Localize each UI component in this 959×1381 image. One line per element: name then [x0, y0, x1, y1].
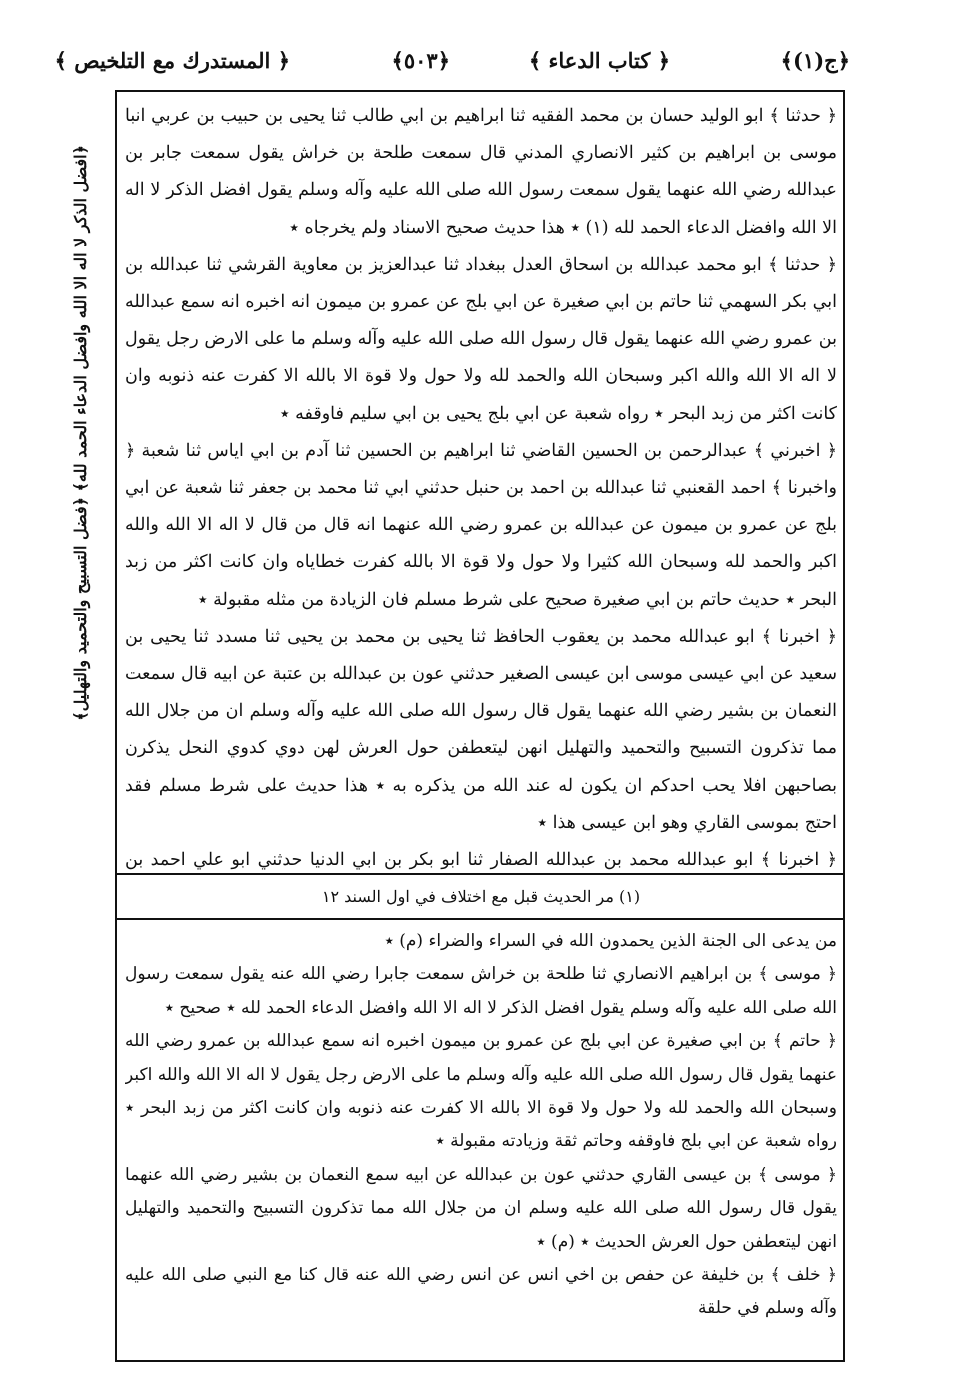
volume-number: ﴿ج(١)﴾	[780, 48, 850, 73]
work-title: ﴿ المستدرك مع التلخيص ﴾	[54, 48, 290, 73]
talkhis-text	[125, 925, 837, 1355]
hadith-paragraph: ﴿ حدثنا ﴾ ابو الوليد حسان بن محمد الفقيه ثنا ابراهيم بن ابي طالب ثنا يحيى بن حبيب بن عربي انبا موسى بن ابراهيم بن كثير الانصاري المدني قال سمعت طلحة بن خراش يقول سمعت جابر بن عبدالله رضي الله عنهما يقول سمعت رسول الله صلى الله عليه وآله وسلم يقول افضل الذكر لا اله الا الله وافضل الدعاء الحمد لله (١) ٭ هذا حديث صحيح الاسناد ولم يخرجاه ٭	[125, 106, 837, 238]
main-text	[125, 98, 837, 873]
talkhis-paragraph: من يدعى الى الجنة الذين يحمدون الله في السراء والضراء (م) ٭	[384, 931, 837, 951]
divider	[115, 873, 845, 875]
hadith-paragraph: ﴿ اخبرنا ﴾ ابو عبدالله محمد بن عبدالله الصفار ثنا ابو بكر بن ابي الدنيا حدثني ابو علي احمد بن	[125, 850, 837, 871]
hadith-paragraph: ﴿ حدثنا ﴾ ابو محمد عبدالله بن اسحاق العدل ببغداد ثنا عبدالعزيز بن معاوية القرشي ثنا عبدالله بن ابي بكر السهمي ثنا حاتم بن ابي صغيرة عن ابي بلج عن عمرو بن ميمون انه اخبره انه سمع عبدالله بن عمرو رضي الله عنهما يقول قال رسول الله صلى الله عليه وآله وسلم ما على الارض رجل يقول لا اله الا الله والله اكبر وسبحان الله والحمد لله ولا حول ولا قوة الا بالله الا كفرت عنه ذنوبه وان كانت اكثر من زبد البحر ٭ رواه شعبة عن ابي بلج يحيى بن ابي سليم فاوقفه ٭	[125, 254, 837, 424]
talkhis-paragraph: ﴿ خلف ﴾ بن خليفة عن حفص بن اخي انس عن انس رضي الله عنه قال كنا مع النبي صلى الله عليه وآله وسلم في حلقة	[125, 1265, 837, 1319]
talkhis-paragraph: ﴿ حاتم ﴾ بن ابي صغيرة عن ابي بلج عن عمرو بن ميمون اخبره انه سمع عبدالله بن عمرو رضي الله عنهما يقول قال رسول الله صلى الله عليه وآله وسلم ما على الارض رجل يقول لا اله الا الله والله اكبر وسبحان الله والحمد لله ولا حول ولا قوة الا بالله الا كفرت عنه ذنوبه وان كانت اكثر من زبد البحر ٭ رواه شعبة عن ابي بلج فاوقفه وحاتم ثقة وزيادته مقبولة ٭	[125, 1031, 837, 1152]
hadith-paragraph: ﴿ اخبرني ﴾ عبدالرحمن بن الحسين القاضي ثنا ابراهيم بن الحسين ثنا آدم بن ابي اياس ثنا شعبة ﴿ واخبرنا ﴾ احمد القعنبي ثنا عبدالله بن احمد بن حنبل حدثني ابي ثنا محمد بن جعفر ثنا شعبة عن ابي بلج عن عمرو بن ميمون عن عبدالله بن عمرو رضي الله عنهما انه قال من قال لا اله الا الله والله اكبر والحمد لله وسبحان الله كثيرا ولا حول ولا قوة الا بالله كفرت خطاياه وان كانت اكثر من زبد البحر ٭ حديث حاتم بن ابي صغيرة صحيح على شرط مسلم فان الزيادة من مثله مقبولة ٭	[125, 440, 837, 610]
book-name: ﴿ كتاب الدعاء ﴾	[528, 48, 670, 73]
divider	[115, 918, 845, 920]
talkhis-paragraph: ﴿ موسى ﴾ بن ابراهيم الانصاري ثنا طلحة بن خراش سمعت جابرا رضي الله عنه يقول سمعت رسول الله صلى الله عليه وآله وسلم يقول افضل الذكر لا اله الا الله وافضل الدعاء الحمد لله ٭ صحيح ٭	[125, 964, 837, 1018]
page-header	[54, 44, 850, 84]
talkhis-paragraph: ﴿ موسى ﴾ بن عيسى القاري حدثني عون بن عبدالله عن ابيه سمع النعمان بن بشير رضي الله عنهما يقول قال رسول الله صلى الله عليه وسلم ان من جلال الله مما تذكرون التسبيح والتحميد والتهليل انهن ليتعطفن حول العرش الحديث ٭ (م) ٭	[125, 1164, 837, 1252]
margin-note	[60, 145, 100, 721]
footnote: (١) مر الحديث قبل مع اختلاف في اول السند ١٢	[321, 887, 641, 906]
page-number: ﴿٥٠٣﴾	[391, 48, 450, 73]
hadith-paragraph: ﴿ اخبرنا ﴾ ابو عبدالله محمد بن يعقوب الحافظ ثنا يحيى بن محمد بن يحيى ثنا مسدد ثنا يحيى بن سعيد عن ابي عيسى موسى ابن عيسى الصغير حدثني عون بن عبدالله بن عتبة عن ابيه قال سمعت النعمان بن بشير رضي الله عنهما يقول قال رسول الله صلى الله عليه وآله وسلم ان من جلال الله مما تذكرون التسبيح والتحميد والتهليل انهن ليتعطفن حول العرش لهن دوي كدوي النحل يذكرن بصاحبهن افلا يحب احدكم ان يكون له عند الله من يذكره به ٭ هذا حديث على شرط مسلم فقد احتج بموسى القاري وهو ابن عيسى هذا ٭	[125, 626, 837, 833]
margin-note-text: ﴿افضل الذكر لا اله الا الله وافضل الدعاء الحمد لله﴾ ﴿فضل التسبيح والتحميد والتهليل﴾	[70, 145, 90, 721]
